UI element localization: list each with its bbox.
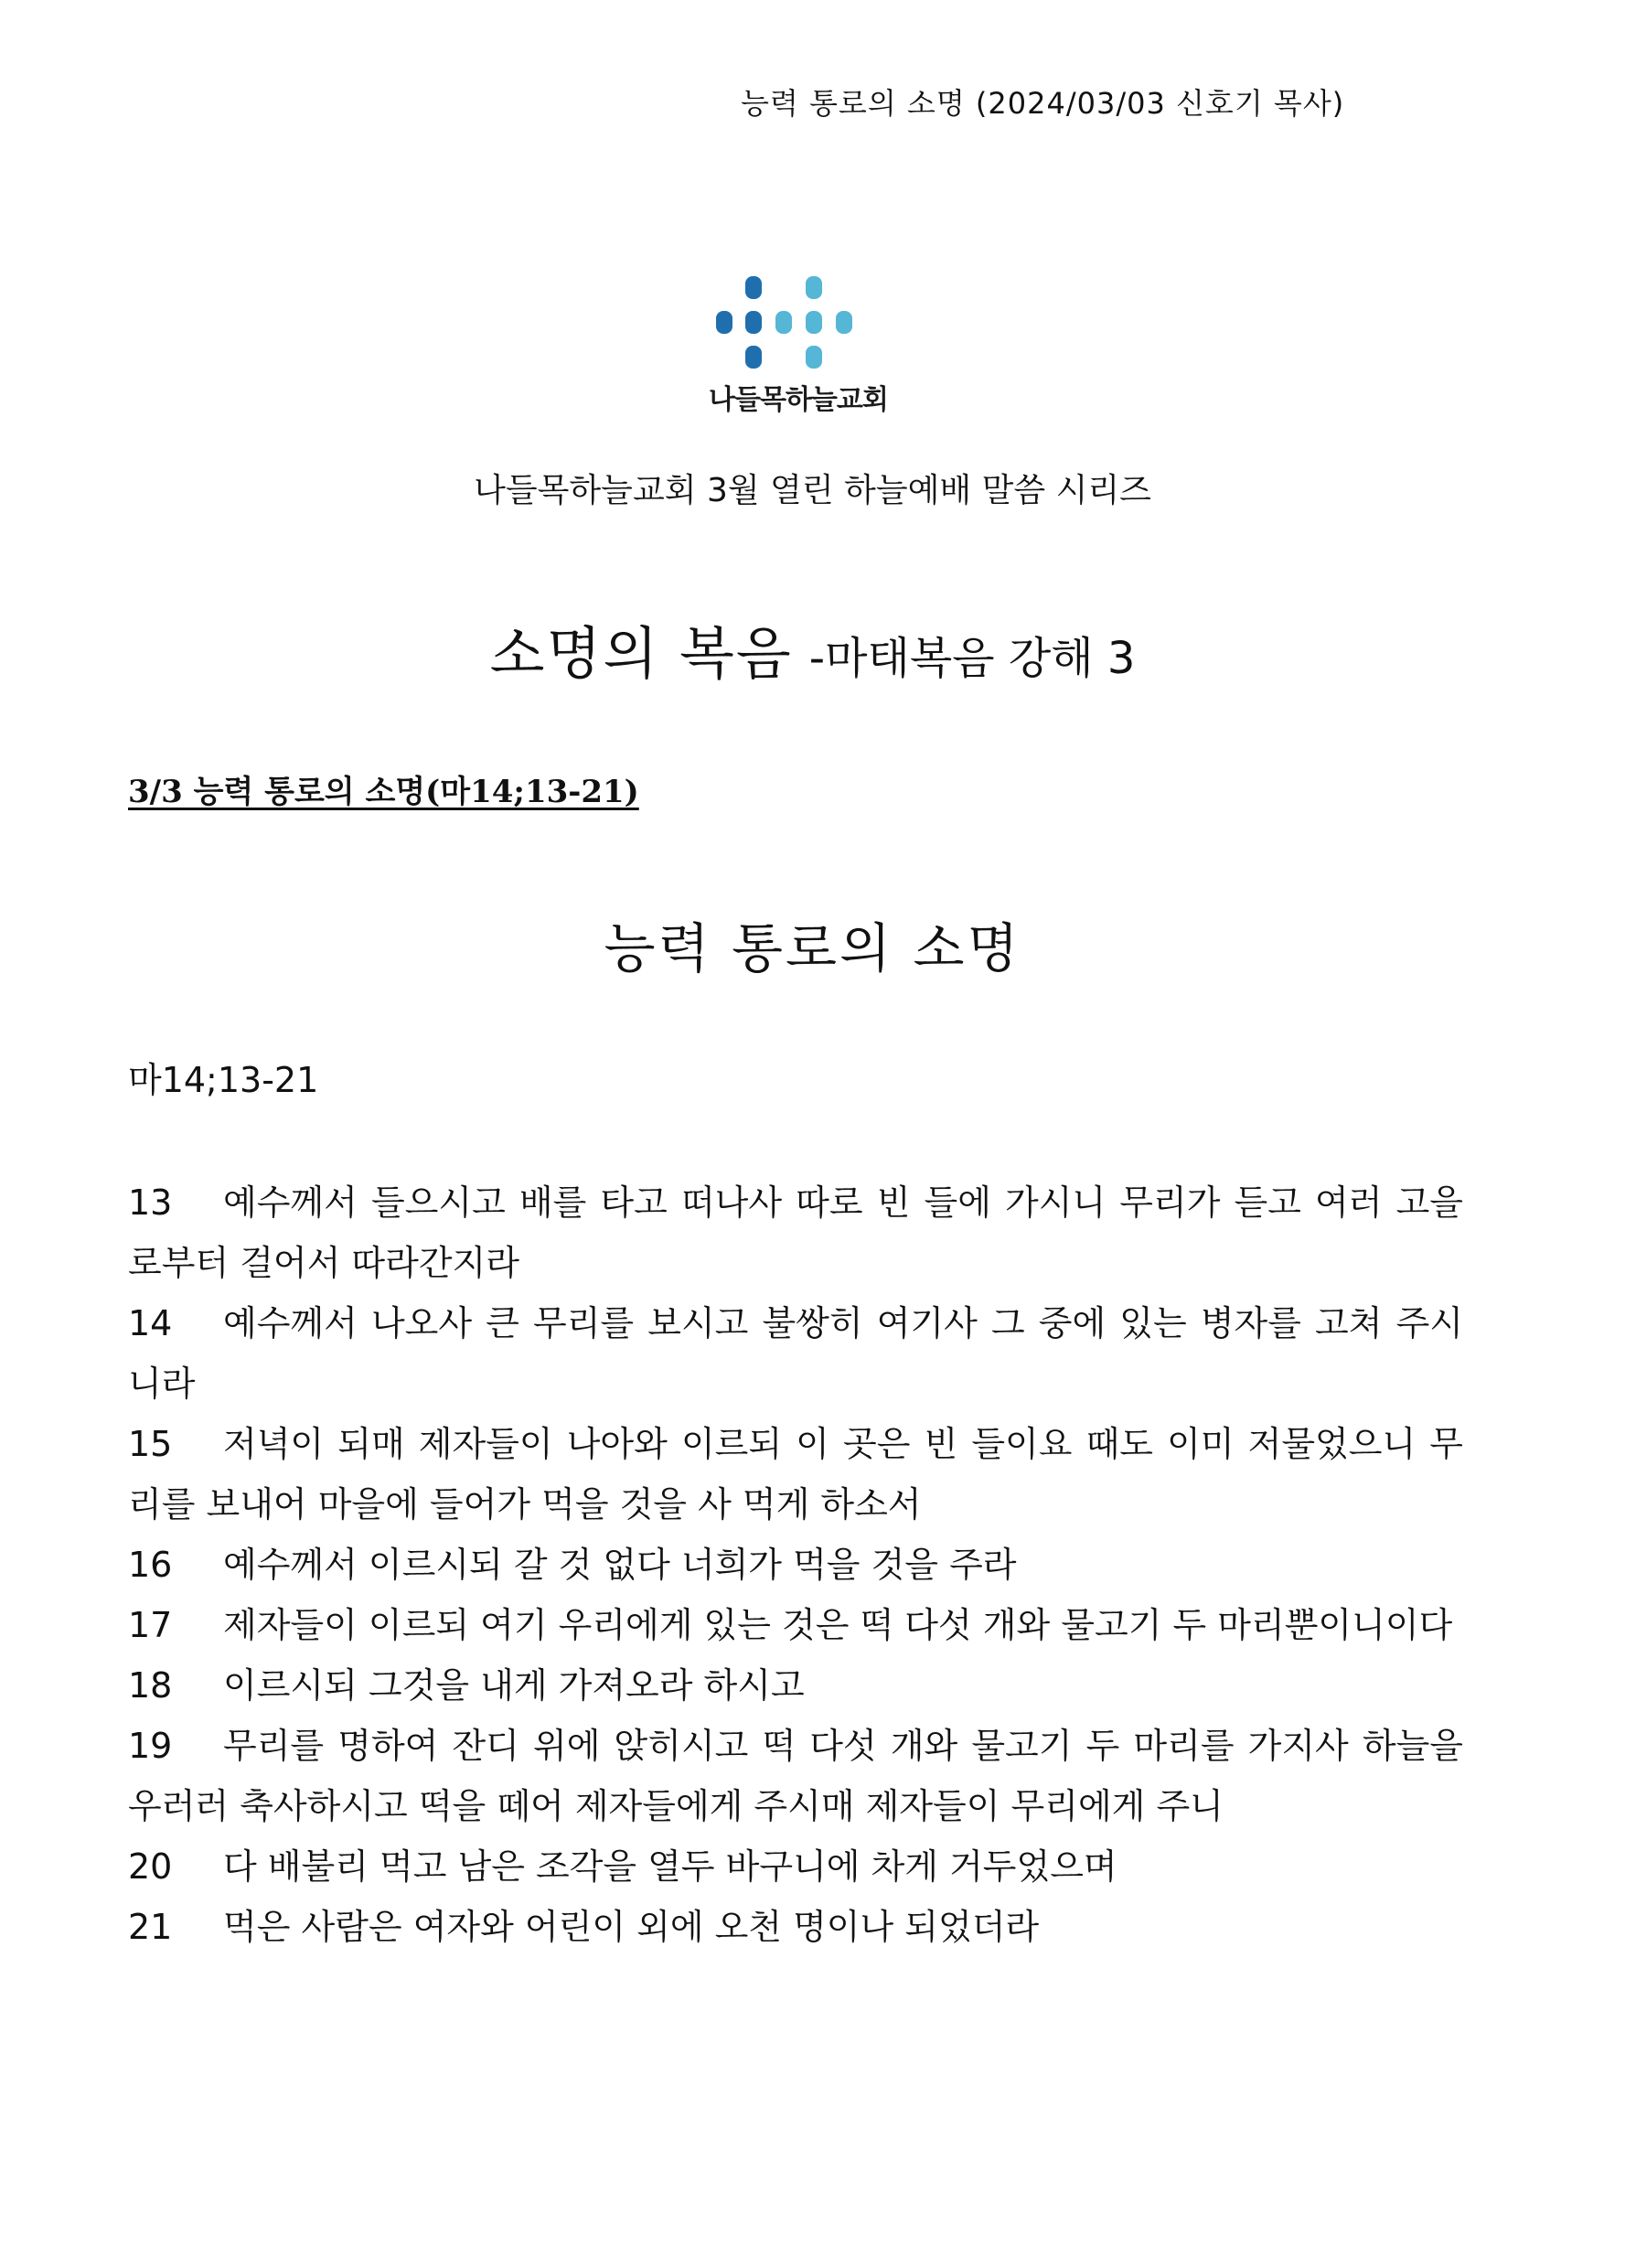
verse-text: 저녁이 되매 제자들이 나아와 이르되 이 곳은 빈 들이요 때도 이미 저물었으니 무리를 보내어 마을에 들어가 먹을 것을 사 먹게 하소서 [128,1424,1463,1524]
verse-number: 14 [128,1303,173,1343]
verse-text: 무리를 명하여 잔디 위에 앉히시고 떡 다섯 개와 물고기 두 마리를 가지사 하늘을 우러러 축사하시고 떡을 떼어 제자들에게 주시매 제자들이 무리에게 주니 [128,1726,1463,1826]
verse-text: 제자들이 이르되 여기 우리에게 있는 것은 떡 다섯 개와 물고기 두 마리뿐이니이다 [223,1605,1453,1645]
verse-number: 19 [128,1726,173,1766]
church-logo [709,274,888,421]
sermon-title: 능력 통로의 소명 [604,917,1021,979]
main-title [0,608,1625,690]
verse-16 [128,1535,1463,1595]
verse-13 [128,1172,1463,1293]
verse-14 [128,1293,1463,1414]
running-header: 능력 통로의 소명 (2024/03/03 신호기 목사) [741,86,1345,121]
verse-number: 16 [128,1545,173,1585]
verse-list [128,1172,1463,1957]
verse-text: 예수께서 들으시고 배를 타고 떠나사 따로 빈 들에 가시니 무리가 듣고 여러 고을로부터 걸어서 따라간지라 [128,1182,1463,1283]
verse-18 [128,1655,1463,1716]
section-title: 3/3 능력 통로의 소명(마14;13-21) [128,774,639,810]
logo-church-name: 나들목하늘교회 [709,384,888,416]
series-line: 나들목하늘교회 3월 열린 하늘예배 말씀 시리즈 [474,472,1151,509]
verse-21 [128,1897,1463,1957]
verse-19 [128,1716,1463,1836]
verse-number: 18 [128,1665,173,1706]
verse-15 [128,1414,1463,1535]
main-title-text: 소명의 복음 [489,620,793,687]
verse-text: 예수께서 이르시되 갈 것 없다 너희가 먹을 것을 주라 [223,1545,1017,1585]
verse-text: 이르시되 그것을 내게 가져오라 하시고 [223,1665,805,1706]
verse-text: 다 배불리 먹고 남은 조각을 열두 바구니에 차게 거두었으며 [223,1846,1117,1887]
verse-text: 먹은 사람은 여자와 어린이 외에 오천 명이나 되었더라 [223,1907,1040,1947]
verse-20 [128,1836,1463,1897]
verse-number: 17 [128,1605,173,1645]
scripture-reference: 마14;13-21 [128,1060,319,1100]
verse-number: 20 [128,1846,173,1887]
verse-17 [128,1595,1463,1655]
verse-number: 21 [128,1907,173,1947]
verse-number: 13 [128,1182,173,1223]
verse-number: 15 [128,1424,173,1464]
main-title-subtitle: -마태복음 강해 3 [808,633,1136,684]
cross-dots-icon [709,274,873,375]
verse-text: 예수께서 나오사 큰 무리를 보시고 불쌍히 여기사 그 중에 있는 병자를 고쳐 주시니라 [128,1303,1463,1404]
